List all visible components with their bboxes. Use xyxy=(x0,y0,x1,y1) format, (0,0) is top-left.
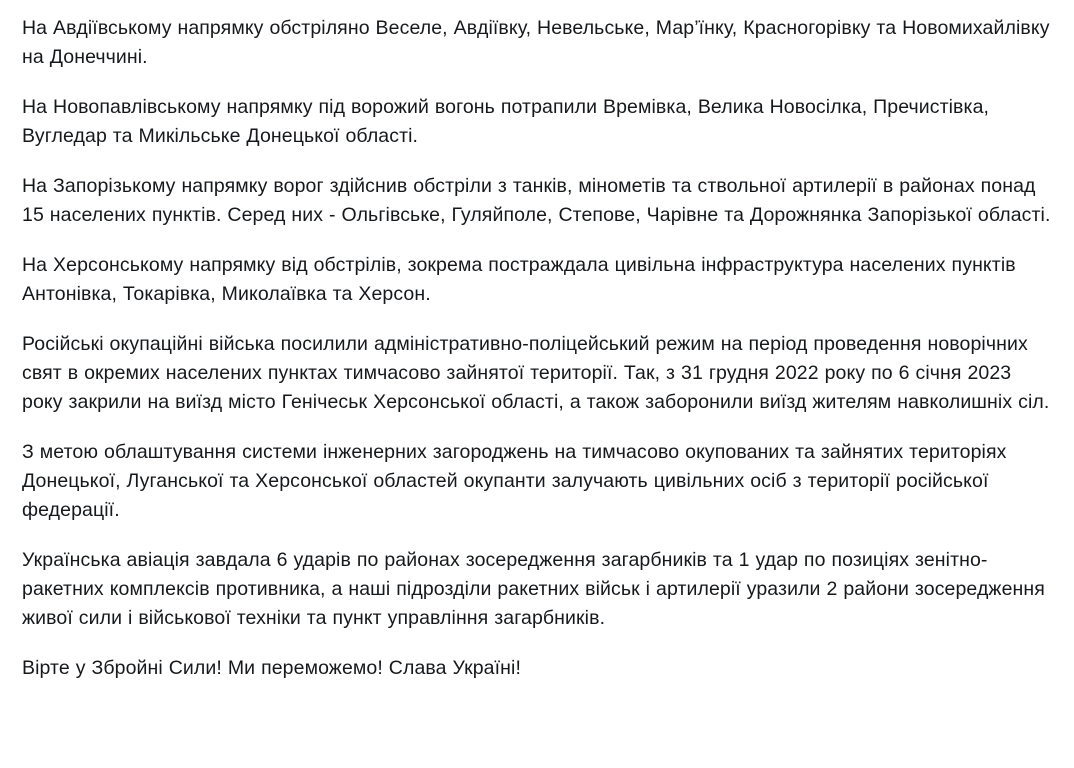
paragraph: На Новопавлівському напрямку під ворожий вогонь потрапили Времівка, Велика Новосілка, Пречистівка, Вугледар та Микільське Донецької області. xyxy=(22,96,990,147)
closing-statement: Вірте у Збройні Сили! Ми переможемо! Слава Україні! xyxy=(22,657,521,679)
paragraph: Російські окупаційні війська посилили адміністративно-поліцейський режим на період проведення новорічних свят в окремих населених пунктах тимчасово зайнятої території. Так, з 31 грудня 2022 року по 6 січня 2023 року закрили на виїзд місто Генічеськ Херсонської області, а також заборонили виїзд жителям навколишніх сіл. xyxy=(22,333,1050,413)
paragraph: З метою облаштування системи інженерних загороджень на тимчасово окупованих та зайнятих територіях Донецької, Луганської та Херсонської областей окупанти залучають цивільних осіб з території російської федерації. xyxy=(22,441,1007,521)
paragraph: На Авдіївському напрямку обстріляно Веселе, Авдіївку, Невельське, Мар’їнку, Красногорівку та Новомихайлівку на Донеччині. xyxy=(22,17,1050,68)
paragraph: На Запорізькому напрямку ворог здійснив обстріли з танків, мінометів та ствольної артилерії в районах понад 15 населених пунктів. Серед них - Ольгівське, Гуляйполе, Степове, Чарівне та Дорожнянка Запорізької області. xyxy=(22,175,1051,226)
paragraph: На Херсонському напрямку від обстрілів, зокрема постраждала цивільна інфраструктура населених пунктів Антонівка, Токарівка, Миколаївка та Херсон. xyxy=(22,254,1016,305)
paragraph: Українська авіація завдала 6 ударів по районах зосередження загарбників та 1 удар по позиціях зенітно-ракетних комплексів противника, а наші підрозділи ракетних військ і артилерії уразили 2 райони зосередження живої сили і військової техніки та пункт управління загарбників. xyxy=(22,549,1045,629)
